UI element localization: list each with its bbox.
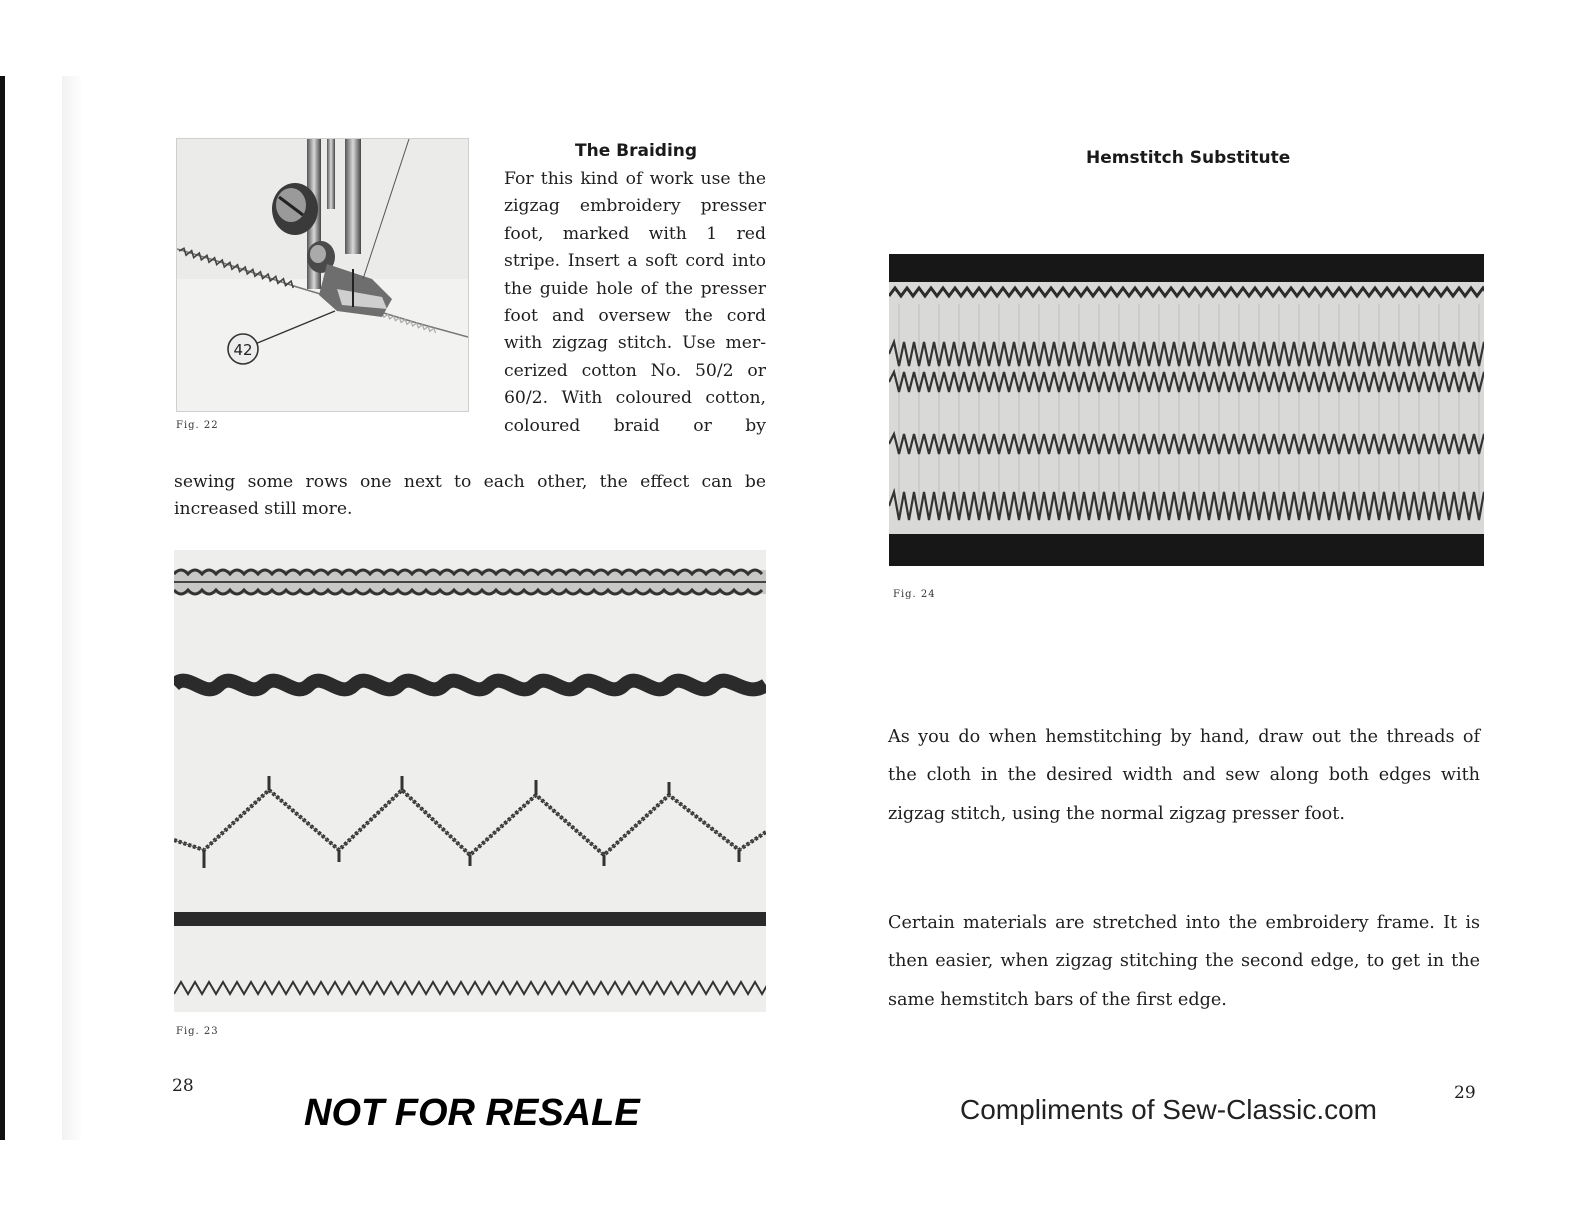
braiding-heading: The Braiding [575,141,698,161]
hemstitch-heading: Hemstitch Substitute [1086,148,1291,168]
fig22-callout-number: 42 [233,341,253,359]
not-for-resale-watermark: NOT FOR RESALE [304,1092,640,1134]
page-gutter-shadow [62,76,84,1140]
page-number-right: 29 [1454,1083,1476,1103]
page-number-left: 28 [172,1076,194,1096]
fig23-label: Fig. 23 [176,1026,219,1037]
fig23-braiding-samples [174,550,766,1012]
fig22-presser-foot-photo [176,138,469,412]
fig22-label: Fig. 22 [176,420,219,431]
braiding-paragraph-continued: sewing some rows one next to each other, the effect can be increased still more. [174,472,766,520]
braiding-paragraph: For this kind of work use the zigzag embroidery presser foot, marked with 1 red stripe. Insert a soft cord into the guide hole of the presser foot and oversew the cord with zigzag stitch. Use mercerized cotton No. 50/2 or 60/2. With coloured cotton, coloured braid or by [504,169,766,436]
hemstitch-paragraph-1: As you do when hemstitching by hand, draw out the threads of the cloth in the desired width and sew along both edges with zigzag stitch, using the normal zigzag presser foot. [888,727,1480,824]
fig24-label: Fig. 24 [893,589,936,600]
compliments-watermark: Compliments of Sew-Classic.com [960,1094,1377,1125]
page-binding-edge [0,76,5,1140]
fig24-hemstitch-photo [889,254,1484,566]
hemstitch-paragraph-2: Certain materials are stretched into the embroidery frame. It is then easier, when zigzag stitching the second edge, to get in the same hemstitch bars of the first edge. [888,913,1480,1010]
